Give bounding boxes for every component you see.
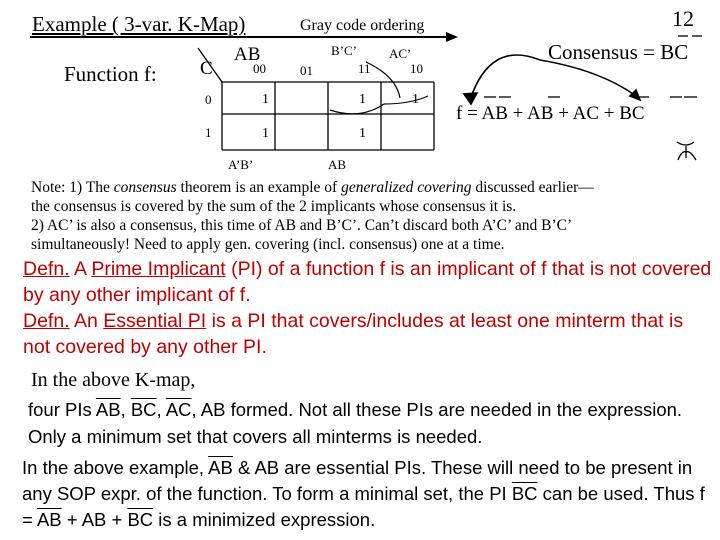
kmap-cell-1-2: 1 xyxy=(359,126,366,141)
kmap-cell-0-0: 1 xyxy=(262,92,269,107)
col-header-01: 01 xyxy=(300,63,313,78)
note-line-4: simultaneously! Need to apply gen. covering (incl. consensus) one at a time. xyxy=(31,236,505,253)
gray-code-label: Gray code ordering xyxy=(300,17,425,34)
consensus-text: Consensus = BC xyxy=(548,40,689,64)
essential-pi-definition: Defn. An Essential PI is a PI that covers/includes at least one minterm that is not covered by any other PI. xyxy=(23,310,684,358)
group-label-ac: AC’ xyxy=(389,46,412,61)
note-line-1: Note: 1) The consensus theorem is an example of generalized covering discussed earlier— xyxy=(31,179,594,196)
row-variable: C xyxy=(200,58,213,79)
definitions-block xyxy=(23,256,713,360)
col-header-10: 10 xyxy=(410,61,423,76)
col-header-11: 11 xyxy=(358,61,371,76)
note-line-2: the consensus is covered by the sum of the 2 implicants whose consensus it is. xyxy=(31,198,517,215)
kmap-cell-1-0: 1 xyxy=(262,126,269,141)
kmap-cell-0-2: 1 xyxy=(359,92,366,107)
row-header-1: 1 xyxy=(205,125,212,140)
pi-list-paragraph: four PIs $\overline{AB}$, $\overline{BC}$, $\overline{AC}$, AB formed. Not all these PIs are needed in the expression. Only a minimum set that covers all minterms is needed. xyxy=(28,399,683,447)
prime-implicant-definition: Defn. A Prime Implicant (PI) of a function f is an implicant of f that is not covered by any other implicant of f. xyxy=(23,258,712,306)
gray-code-arrow xyxy=(30,32,458,42)
essential-pi-paragraph: In the above example, $\overline{AB}$ & AB are essential PIs. These will need to be present in any SOP expr. of the function. To form a minimal set, the PI $\overline{BC}$ can be used. Thus $f = \overline{AB}$ + AB + $\overline{BC}$ is a minimized expression. xyxy=(22,457,705,530)
slide-title: Example ( 3-var. K-Map) xyxy=(32,12,246,36)
kmap-cell-0-3: 1 xyxy=(412,92,419,107)
page-number: 12 xyxy=(672,6,694,31)
col-header-00: 00 xyxy=(253,61,266,76)
note-block xyxy=(31,178,711,254)
column-variable: AB xyxy=(234,44,261,65)
function-label: Function f: xyxy=(64,62,157,86)
group-label-ab-bottom-left: A’B’ xyxy=(228,157,254,172)
f-expression: f = AB + AB + AC + BC xyxy=(456,103,645,124)
row-header-0: 0 xyxy=(205,92,212,107)
note-line-3: 2) AC’ is also a consensus, this time of AB and B’C’. Can’t discard both A’C’ and B’C’ xyxy=(31,217,573,234)
group-label-bc: B’C’ xyxy=(331,43,357,58)
above-kmap-heading: In the above K-map, xyxy=(31,369,196,391)
group-label-ab-bottom: AB xyxy=(328,157,347,172)
